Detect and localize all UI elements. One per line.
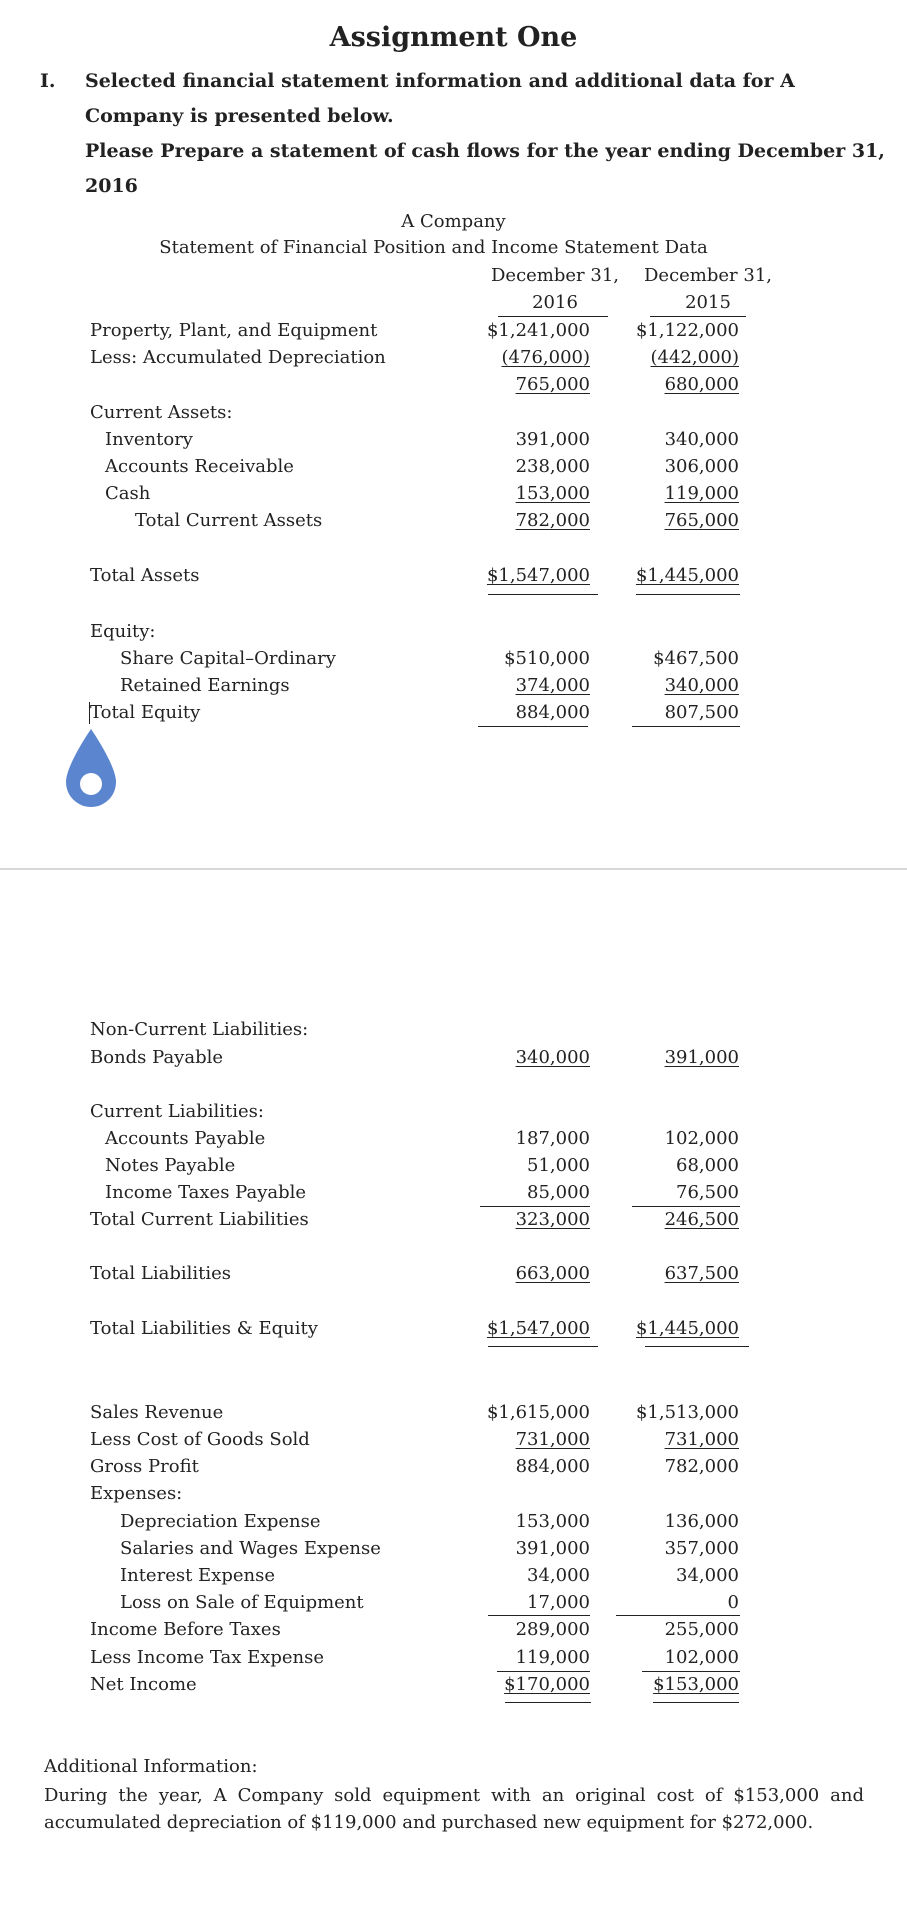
- tax-2015-rule: [642, 1671, 740, 1672]
- tle-2016: $1,547,000: [486, 1318, 590, 1339]
- col1-header-line1: December 31,: [490, 265, 619, 286]
- net-ppe-2015: 680,000: [664, 374, 739, 395]
- bonds-payable-label: Bonds Payable: [90, 1047, 224, 1068]
- loss-2016: 17,000: [527, 1592, 590, 1613]
- intro-line-2: Company is presented below.: [85, 105, 394, 127]
- ncl-heading: Non-Current Liabilities:: [90, 1019, 309, 1040]
- assignment-title: Assignment One: [329, 22, 578, 53]
- sales-label: Sales Revenue: [90, 1402, 224, 1423]
- loss-2015-rule: [616, 1615, 740, 1616]
- col2-header-year: 2015: [685, 292, 731, 313]
- tax-label: Less Income Tax Expense: [90, 1647, 325, 1668]
- tca-2015: 765,000: [664, 510, 739, 531]
- cogs-label: Less Cost of Goods Sold: [90, 1429, 310, 1450]
- net-income-2015: $153,000: [653, 1674, 739, 1695]
- share-capital-2016: $510,000: [504, 648, 590, 669]
- tl-2015: 637,500: [664, 1263, 739, 1284]
- additional-info-text: During the year, A Company sold equipment with an original cost of $153,000 and accumulated depreciation of $119,000 and purchased new equipment for $272,000.: [44, 1785, 864, 1833]
- interest-2015: 34,000: [676, 1565, 739, 1586]
- accum-dep-2015: (442,000): [650, 347, 739, 368]
- tcl-2016: 323,000: [515, 1209, 590, 1230]
- share-capital-label: Share Capital–Ordinary: [120, 648, 336, 669]
- tca-label: Total Current Assets: [135, 510, 323, 531]
- tle-label: Total Liabilities & Equity: [90, 1318, 318, 1339]
- itp-2016-rule: [480, 1206, 590, 1207]
- tl-label: Total Liabilities: [90, 1263, 232, 1284]
- tcl-2015: 246,500: [664, 1209, 739, 1230]
- col1-header-rule: [498, 316, 608, 317]
- itp-2016: 85,000: [527, 1182, 590, 1203]
- ibt-2015: 255,000: [664, 1619, 739, 1640]
- tle-2016-double-rule: [488, 1346, 598, 1347]
- inventory-2015: 340,000: [664, 429, 739, 450]
- cogs-2016: 731,000: [515, 1429, 590, 1450]
- gross-profit-2016: 884,000: [515, 1456, 590, 1477]
- tle-2015: $1,445,000: [635, 1318, 739, 1339]
- col2-header-rule: [650, 316, 746, 317]
- tax-2015: 102,000: [664, 1647, 739, 1668]
- cl-heading: Current Liabilities:: [90, 1101, 264, 1122]
- tle-2015-double-rule: [645, 1346, 749, 1347]
- additional-info-heading: Additional Information:: [44, 1756, 258, 1777]
- inventory-2016: 391,000: [515, 429, 590, 450]
- ap-label: Accounts Payable: [105, 1128, 266, 1149]
- np-2016: 51,000: [527, 1155, 590, 1176]
- net-income-label: Net Income: [90, 1674, 197, 1695]
- itp-2015-rule: [632, 1206, 740, 1207]
- cash-label: Cash: [105, 483, 151, 504]
- itp-label: Income Taxes Payable: [105, 1182, 307, 1203]
- salaries-2015: 357,000: [664, 1538, 739, 1559]
- bonds-payable-2015: 391,000: [664, 1047, 739, 1068]
- salaries-label: Salaries and Wages Expense: [120, 1538, 381, 1559]
- ppe-label: Property, Plant, and Equipment: [90, 320, 378, 341]
- ibt-2016: 289,000: [515, 1619, 590, 1640]
- interest-2016: 34,000: [527, 1565, 590, 1586]
- gross-profit-label: Gross Profit: [90, 1456, 199, 1477]
- col1-header-year: 2016: [532, 292, 578, 313]
- total-equity-2016: 884,000: [515, 702, 590, 723]
- dep-expense-label: Depreciation Expense: [120, 1511, 321, 1532]
- dep-expense-2016: 153,000: [515, 1511, 590, 1532]
- ap-2015: 102,000: [664, 1128, 739, 1149]
- loss-2015: 0: [727, 1592, 739, 1613]
- retained-earnings-2016: 374,000: [515, 675, 590, 696]
- np-2015: 68,000: [676, 1155, 739, 1176]
- tcl-label: Total Current Liabilities: [90, 1209, 309, 1230]
- net-income-2016-double-rule: [505, 1702, 591, 1703]
- equity-heading: Equity:: [90, 621, 156, 642]
- total-assets-2016: $1,547,000: [486, 565, 590, 586]
- company-name: A Company: [401, 211, 506, 232]
- sales-2016: $1,615,000: [486, 1402, 590, 1423]
- net-income-2015-double-rule: [653, 1702, 739, 1703]
- salaries-2016: 391,000: [515, 1538, 590, 1559]
- accum-dep-label: Less: Accumulated Depreciation: [90, 347, 386, 368]
- ar-2015: 306,000: [664, 456, 739, 477]
- np-label: Notes Payable: [105, 1155, 236, 1176]
- tax-2016-rule: [497, 1671, 590, 1672]
- question-number: I.: [40, 70, 56, 92]
- intro-line-3: Please Prepare a statement of cash flows for the year ending December 31,: [85, 140, 885, 162]
- inventory-label: Inventory: [105, 429, 193, 450]
- statement-title: Statement of Financial Position and Income Statement Data: [159, 237, 708, 258]
- interest-label: Interest Expense: [120, 1565, 275, 1586]
- text-cursor: [89, 702, 90, 724]
- ppe-2016: $1,241,000: [486, 320, 590, 341]
- total-assets-label: Total Assets: [90, 565, 200, 586]
- ppe-2015: $1,122,000: [635, 320, 739, 341]
- total-assets-2016-double-rule: [488, 594, 598, 595]
- total-equity-2016-rule: [478, 726, 588, 727]
- loss-label: Loss on Sale of Equipment: [120, 1592, 364, 1613]
- ar-2016: 238,000: [515, 456, 590, 477]
- tl-2016: 663,000: [515, 1263, 590, 1284]
- page-separator: [0, 868, 907, 870]
- tca-2016: 782,000: [515, 510, 590, 531]
- accum-dep-2016: (476,000): [501, 347, 590, 368]
- intro-line-4: 2016: [85, 175, 138, 197]
- total-assets-2015: $1,445,000: [635, 565, 739, 586]
- total-equity-2015: 807,500: [664, 702, 739, 723]
- gross-profit-2015: 782,000: [664, 1456, 739, 1477]
- total-assets-2015-double-rule: [636, 594, 740, 595]
- ibt-label: Income Before Taxes: [90, 1619, 281, 1640]
- share-capital-2015: $467,500: [653, 648, 739, 669]
- tax-2016: 119,000: [515, 1647, 590, 1668]
- cogs-2015: 731,000: [664, 1429, 739, 1450]
- net-ppe-2016: 765,000: [515, 374, 590, 395]
- expenses-heading: Expenses:: [90, 1483, 183, 1504]
- cash-2015: 119,000: [664, 483, 739, 504]
- net-income-2016: $170,000: [504, 1674, 590, 1695]
- current-assets-heading: Current Assets:: [90, 402, 233, 423]
- selection-handle-drop-icon[interactable]: [62, 727, 120, 811]
- dep-expense-2015: 136,000: [664, 1511, 739, 1532]
- total-equity-label: Total Equity: [90, 702, 201, 723]
- retained-earnings-label: Retained Earnings: [120, 675, 290, 696]
- bonds-payable-2016: 340,000: [515, 1047, 590, 1068]
- ar-label: Accounts Receivable: [105, 456, 294, 477]
- cash-2016: 153,000: [515, 483, 590, 504]
- col2-header-line1: December 31,: [643, 265, 772, 286]
- sales-2015: $1,513,000: [635, 1402, 739, 1423]
- loss-2016-rule: [488, 1615, 590, 1616]
- itp-2015: 76,500: [676, 1182, 739, 1203]
- total-equity-2015-rule: [632, 726, 740, 727]
- retained-earnings-2015: 340,000: [664, 675, 739, 696]
- ap-2016: 187,000: [515, 1128, 590, 1149]
- intro-line-1: Selected financial statement information and additional data for A: [85, 70, 795, 92]
